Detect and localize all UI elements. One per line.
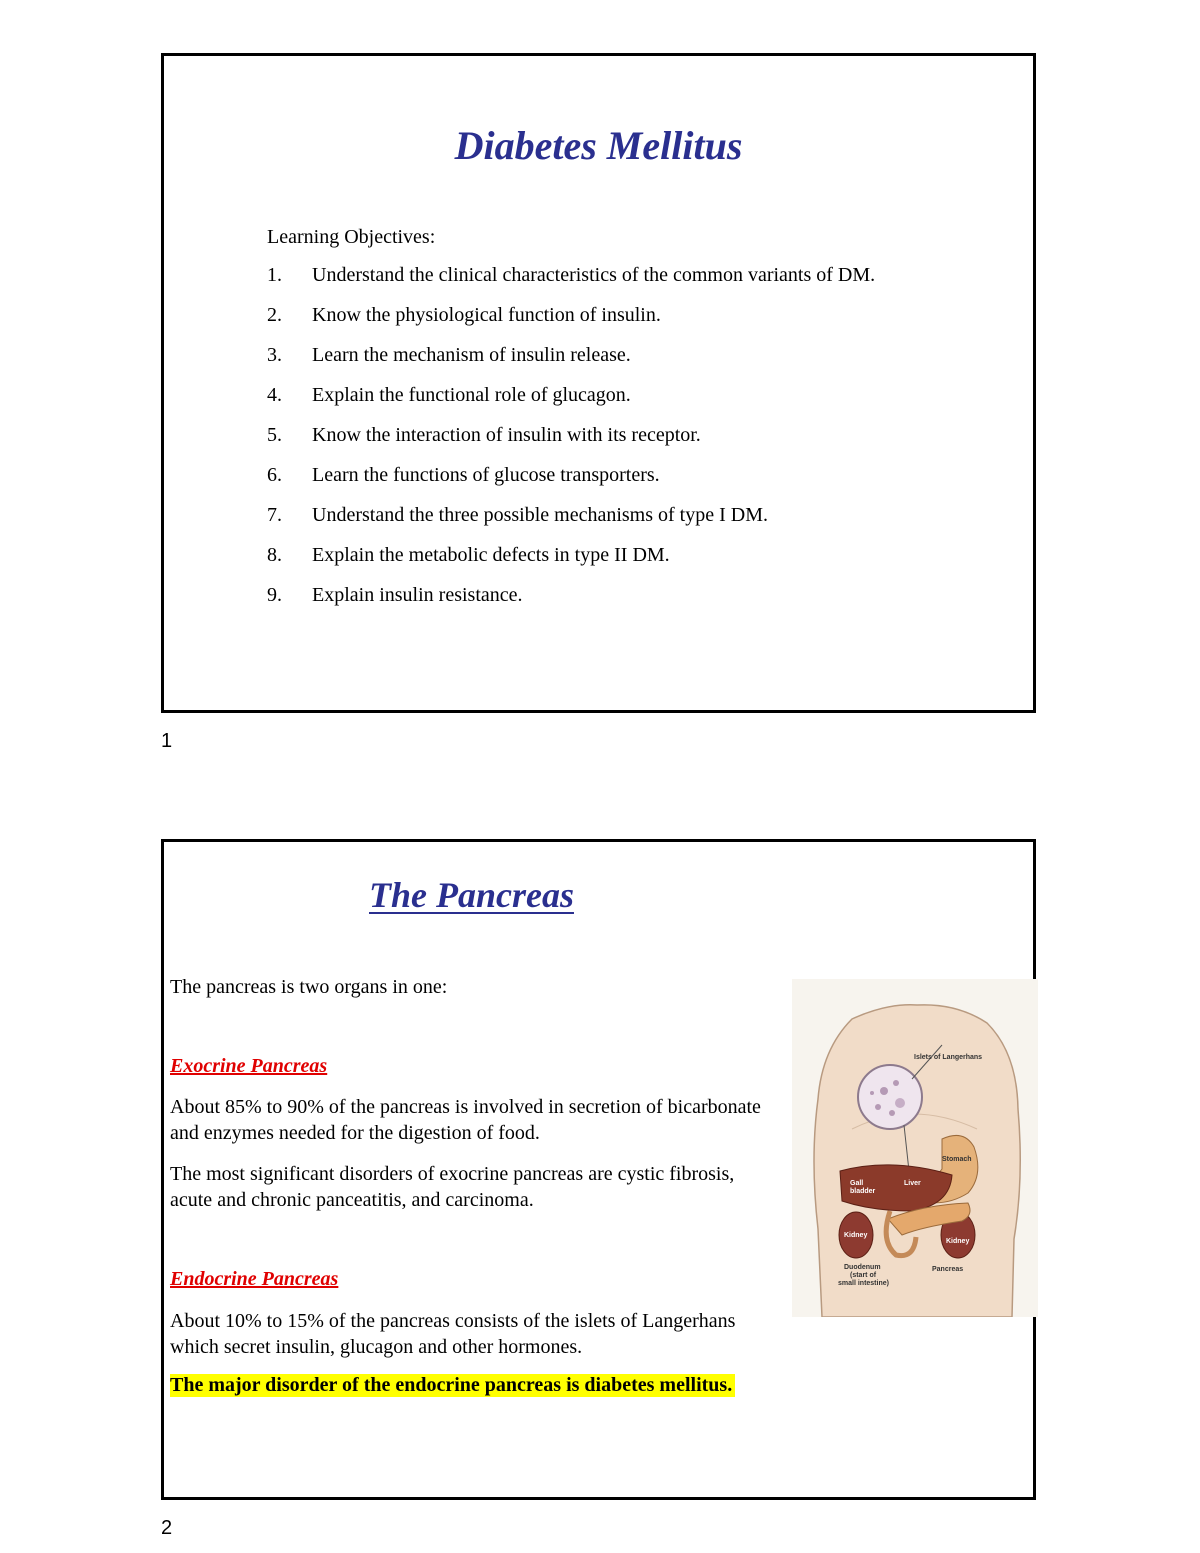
svg-text:Pancreas: Pancreas	[932, 1266, 964, 1273]
list-item: 7. Understand the three possible mechanisms of type I DM.	[267, 504, 769, 526]
page-number: 2	[161, 1517, 173, 1539]
list-item: 5. Know the interaction of insulin with its receptor.	[267, 424, 701, 446]
list-item: 1. Understand the clinical characteristics of the common variants of DM.	[267, 264, 876, 286]
list-item: 8. Explain the metabolic defects in type II DM.	[267, 544, 670, 566]
slide-title: Diabetes Mellitus	[454, 123, 743, 168]
svg-text:bladder: bladder	[850, 1188, 876, 1195]
list-item: 2. Know the physiological function of insulin.	[267, 304, 661, 326]
torso-illustration	[792, 979, 1038, 1317]
svg-text:Kidney: Kidney	[844, 1232, 868, 1239]
svg-text:Islets of Langerhans: Islets of Langerhans	[914, 1054, 983, 1061]
slide-1	[161, 53, 1036, 713]
svg-text:(start of: (start of	[850, 1272, 877, 1279]
slide-2	[161, 839, 1036, 1500]
objectives-heading: Learning Objectives:	[267, 226, 436, 248]
exocrine-paragraph-2: The most significant disorders of exocrine pancreas are cystic fibrosis, acute and chronic panceatitis, and carcinoma.	[170, 1163, 735, 1211]
list-item: 3. Learn the mechanism of insulin release.	[267, 344, 631, 366]
list-item: 4. Explain the functional role of glucagon.	[267, 384, 631, 406]
svg-text:Kidney: Kidney	[946, 1238, 970, 1245]
page-number: 1	[161, 730, 173, 752]
islets-circle	[858, 1065, 922, 1129]
slide-title: The Pancreas	[369, 875, 574, 915]
highlighted-statement: The major disorder of the endocrine pancreas is diabetes mellitus.	[170, 1374, 735, 1397]
intro-text: The pancreas is two organs in one:	[170, 976, 448, 998]
svg-text:Liver: Liver	[904, 1180, 921, 1187]
endocrine-paragraph-1: About 10% to 15% of the pancreas consists of the islets of Langerhans which secret insulin, glucagon and other hormones.	[170, 1310, 736, 1358]
exocrine-heading: Exocrine Pancreas	[170, 1055, 328, 1077]
svg-text:Duodenum: Duodenum	[844, 1264, 881, 1271]
objectives-list	[267, 261, 875, 621]
endocrine-heading: Endocrine Pancreas	[170, 1268, 339, 1290]
svg-text:Stomach: Stomach	[942, 1156, 972, 1163]
list-item: 9. Explain insulin resistance.	[267, 584, 523, 606]
svg-text:Gall: Gall	[850, 1180, 864, 1187]
list-item: 6. Learn the functions of glucose transporters.	[267, 464, 660, 486]
svg-text:small intestine): small intestine)	[838, 1280, 889, 1287]
exocrine-paragraph-1: About 85% to 90% of the pancreas is involved in secretion of bicarbonate and enzymes needed for the digestion of food.	[170, 1096, 761, 1144]
pancreas-anatomy-figure	[792, 979, 1038, 1317]
